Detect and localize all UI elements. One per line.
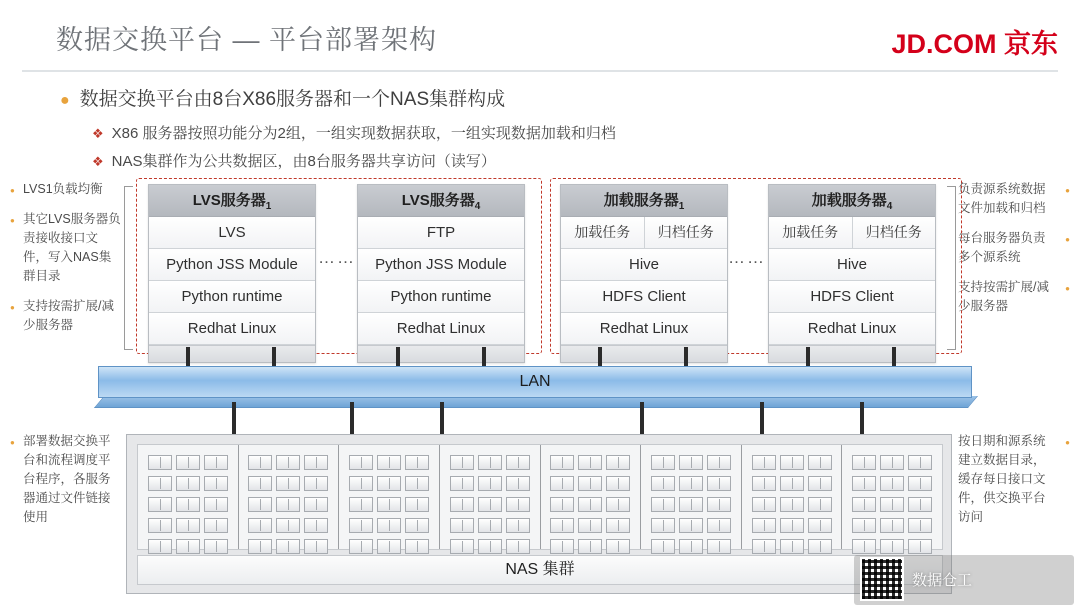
disk-icon: [707, 455, 731, 470]
disk-icon: [478, 539, 502, 554]
disk-icon: [377, 518, 401, 533]
cable: [350, 402, 354, 436]
server-title-text: LVS服务器: [401, 192, 475, 209]
disk-icon: [880, 455, 904, 470]
disk-icon: [148, 539, 172, 554]
disk-icon: [204, 455, 228, 470]
server-title-index: 4: [474, 201, 481, 212]
disk-icon: [908, 497, 932, 512]
server-base: [358, 345, 524, 362]
disk-icon: [651, 455, 675, 470]
left-annotations-bottom: [10, 432, 122, 538]
server-title-index: 1: [265, 201, 272, 212]
disk-icon: [506, 476, 530, 491]
server-row: Python runtime: [358, 281, 524, 313]
nas-rack-column: [742, 445, 843, 549]
server-task-archive: 归档任务: [644, 217, 728, 248]
diamond-icon: ❖: [92, 154, 104, 169]
disk-icon: [204, 518, 228, 533]
disk-icon: [606, 497, 630, 512]
disk-icon: [304, 476, 328, 491]
disk-icon: [679, 539, 703, 554]
disk-icon: [651, 497, 675, 512]
server-task-load: 加载任务: [769, 217, 852, 248]
server-base: [149, 345, 315, 362]
disk-icon: [450, 455, 474, 470]
disk-icon: [176, 455, 200, 470]
disk-icon: [248, 476, 272, 491]
sub-bullet-2: [92, 150, 496, 171]
disk-icon: [377, 539, 401, 554]
server-card-load-4: [768, 184, 936, 363]
server-row: Python runtime: [149, 281, 315, 313]
nas-rack-column: [541, 445, 642, 549]
cable: [760, 402, 764, 436]
disk-icon: [148, 497, 172, 512]
server-base: [561, 345, 727, 362]
disk-icon: [204, 497, 228, 512]
server-row: Redhat Linux: [358, 313, 524, 345]
server-row: Redhat Linux: [769, 313, 935, 345]
disk-icon: [908, 476, 932, 491]
disk-icon: [550, 455, 574, 470]
disk-icon: [450, 539, 474, 554]
disk-icon: [550, 518, 574, 533]
server-base: [769, 345, 935, 362]
ellipsis-right: ……: [728, 248, 766, 267]
disk-icon: [204, 476, 228, 491]
disk-icon: [780, 518, 804, 533]
disk-icon: [377, 497, 401, 512]
disk-icon: [852, 497, 876, 512]
disk-icon: [377, 476, 401, 491]
disk-icon: [550, 497, 574, 512]
disk-icon: [707, 476, 731, 491]
disk-icon: [780, 476, 804, 491]
disk-icon: [679, 497, 703, 512]
disk-icon: [276, 455, 300, 470]
disk-icon: [752, 476, 776, 491]
server-title-text: 加载服务器: [811, 192, 887, 209]
disk-icon: [752, 497, 776, 512]
bullet-dot-icon: ●: [60, 92, 70, 109]
server-row: Hive: [769, 249, 935, 281]
disk-icon: [248, 455, 272, 470]
disk-icon: [349, 539, 373, 554]
server-row: Redhat Linux: [149, 313, 315, 345]
disk-icon: [808, 476, 832, 491]
disk-icon: [606, 476, 630, 491]
server-row: Hive: [561, 249, 727, 281]
server-row: HDFS Client: [769, 281, 935, 313]
sub-bullet-2-text: NAS集群作为公共数据区，由8台服务器共享访问（读写）: [111, 153, 496, 170]
server-card-lvs-4: [357, 184, 525, 363]
disk-icon: [808, 518, 832, 533]
disk-icon: [478, 476, 502, 491]
server-task-archive: 归档任务: [852, 217, 936, 248]
main-bullet: [60, 84, 505, 111]
disk-icon: [506, 539, 530, 554]
nas-rack-column: [641, 445, 742, 549]
lan-bus-label: LAN: [98, 366, 972, 398]
sub-bullet-1: [92, 122, 616, 143]
disk-icon: [880, 518, 904, 533]
disk-icon: [304, 497, 328, 512]
disk-icon: [450, 497, 474, 512]
disk-icon: [852, 476, 876, 491]
disk-icon: [405, 497, 429, 512]
disk-icon: [349, 518, 373, 533]
disk-icon: [349, 476, 373, 491]
disk-icon: [405, 455, 429, 470]
annotation-item: ● 部署数据交换平台和流程调度平台程序，各服务器通过文件链接使用: [10, 432, 122, 527]
disk-icon: [578, 539, 602, 554]
brace-left-top: [124, 186, 133, 350]
server-split-row: [769, 217, 935, 249]
disk-icon: [204, 539, 228, 554]
annotation-item: ● 按日期和源系统建立数据目录，缓存每日接口文件，供交换平台访问: [958, 432, 1070, 527]
nas-rack-column: [440, 445, 541, 549]
server-title-index: 4: [886, 201, 893, 212]
disk-icon: [506, 497, 530, 512]
disk-icon: [304, 518, 328, 533]
server-row: LVS: [149, 217, 315, 249]
disk-icon: [606, 455, 630, 470]
disk-icon: [148, 476, 172, 491]
watermark: [860, 557, 1070, 601]
qr-code-icon: [860, 557, 904, 601]
disk-icon: [276, 518, 300, 533]
disk-icon: [651, 539, 675, 554]
disk-icon: [405, 518, 429, 533]
brand-logo: JD.COM 京东: [891, 29, 1058, 59]
cable: [640, 402, 644, 436]
disk-icon: [679, 518, 703, 533]
nas-rack-column: [239, 445, 340, 549]
server-title-text: 加载服务器: [603, 192, 679, 209]
right-annotations-bottom: [958, 432, 1070, 538]
disk-icon: [405, 476, 429, 491]
nas-rack: [137, 444, 943, 550]
nas-rack-column: [138, 445, 239, 549]
annotation-item: ● 每台服务器负责多个源系统: [958, 229, 1070, 267]
disk-icon: [852, 539, 876, 554]
disk-icon: [707, 539, 731, 554]
disk-icon: [176, 539, 200, 554]
disk-icon: [707, 518, 731, 533]
disk-icon: [808, 497, 832, 512]
disk-icon: [478, 455, 502, 470]
annotation-item: ● 负责源系统数据文件加载和归档: [958, 180, 1070, 218]
server-task-load: 加载任务: [561, 217, 644, 248]
cable: [440, 402, 444, 436]
disk-icon: [349, 455, 373, 470]
disk-icon: [908, 518, 932, 533]
disk-icon: [606, 518, 630, 533]
server-title: [358, 185, 524, 217]
disk-icon: [578, 455, 602, 470]
server-title: [149, 185, 315, 217]
cable: [860, 402, 864, 436]
disk-icon: [248, 518, 272, 533]
server-title-index: 1: [678, 201, 685, 212]
page-title: 数据交换平台 — 平台部署架构: [56, 25, 438, 55]
disk-icon: [752, 455, 776, 470]
server-title-text: LVS服务器: [192, 192, 266, 209]
disk-icon: [780, 497, 804, 512]
watermark-text: 数据仓工: [912, 571, 973, 589]
disk-icon: [651, 518, 675, 533]
server-title: [561, 185, 727, 217]
disk-icon: [506, 518, 530, 533]
server-row: HDFS Client: [561, 281, 727, 313]
disk-icon: [752, 518, 776, 533]
annotation-item: ● 其它LVS服务器负责接收接口文件，写入NAS集群目录: [10, 210, 122, 286]
disk-icon: [606, 539, 630, 554]
disk-icon: [304, 455, 328, 470]
server-row: Redhat Linux: [561, 313, 727, 345]
disk-icon: [578, 476, 602, 491]
disk-icon: [880, 539, 904, 554]
disk-icon: [880, 497, 904, 512]
disk-icon: [176, 518, 200, 533]
annotation-item: ● LVS1负载均衡: [10, 180, 122, 199]
left-annotations-top: [10, 180, 122, 346]
disk-icon: [176, 497, 200, 512]
disk-icon: [405, 539, 429, 554]
server-row: FTP: [358, 217, 524, 249]
server-card-lvs-1: [148, 184, 316, 363]
disk-icon: [176, 476, 200, 491]
nas-rack-column: [842, 445, 942, 549]
disk-icon: [478, 497, 502, 512]
ellipsis-left: ……: [318, 248, 356, 267]
disk-icon: [880, 476, 904, 491]
nas-cluster: [126, 434, 952, 594]
disk-icon: [707, 497, 731, 512]
disk-icon: [808, 455, 832, 470]
diamond-icon: ❖: [92, 126, 104, 141]
lan-bus: [98, 366, 970, 408]
disk-icon: [679, 476, 703, 491]
right-annotations-top: [958, 180, 1070, 327]
main-bullet-text: 数据交换平台由8台X86服务器和一个NAS集群构成: [79, 89, 506, 110]
disk-icon: [248, 497, 272, 512]
disk-icon: [148, 455, 172, 470]
annotation-item: ● 支持按需扩展/减少服务器: [10, 297, 122, 335]
disk-icon: [651, 476, 675, 491]
annotation-item: ● 支持按需扩展/减少服务器: [958, 278, 1070, 316]
disk-icon: [908, 539, 932, 554]
disk-icon: [478, 518, 502, 533]
disk-icon: [679, 455, 703, 470]
disk-icon: [780, 539, 804, 554]
disk-icon: [578, 497, 602, 512]
disk-icon: [349, 497, 373, 512]
sub-bullet-1-text: X86 服务器按照功能分为2组，一组实现数据获取，一组实现数据加载和归档: [111, 125, 616, 142]
header-divider: [22, 70, 1058, 72]
page-header: [0, 0, 1080, 72]
disk-icon: [276, 497, 300, 512]
cable: [232, 402, 236, 436]
disk-icon: [852, 518, 876, 533]
disk-icon: [304, 539, 328, 554]
server-card-load-1: [560, 184, 728, 363]
server-split-row: [561, 217, 727, 249]
disk-icon: [450, 518, 474, 533]
disk-icon: [276, 476, 300, 491]
disk-icon: [752, 539, 776, 554]
disk-icon: [578, 518, 602, 533]
server-row: Python JSS Module: [358, 249, 524, 281]
disk-icon: [506, 455, 530, 470]
server-title: [769, 185, 935, 217]
server-row: Python JSS Module: [149, 249, 315, 281]
disk-icon: [780, 455, 804, 470]
disk-icon: [148, 518, 172, 533]
disk-icon: [852, 455, 876, 470]
disk-icon: [550, 476, 574, 491]
disk-icon: [808, 539, 832, 554]
disk-icon: [248, 539, 272, 554]
disk-icon: [450, 476, 474, 491]
nas-rack-column: [339, 445, 440, 549]
nas-label: NAS 集群: [137, 555, 943, 585]
disk-icon: [908, 455, 932, 470]
disk-icon: [276, 539, 300, 554]
disk-icon: [377, 455, 401, 470]
disk-icon: [550, 539, 574, 554]
